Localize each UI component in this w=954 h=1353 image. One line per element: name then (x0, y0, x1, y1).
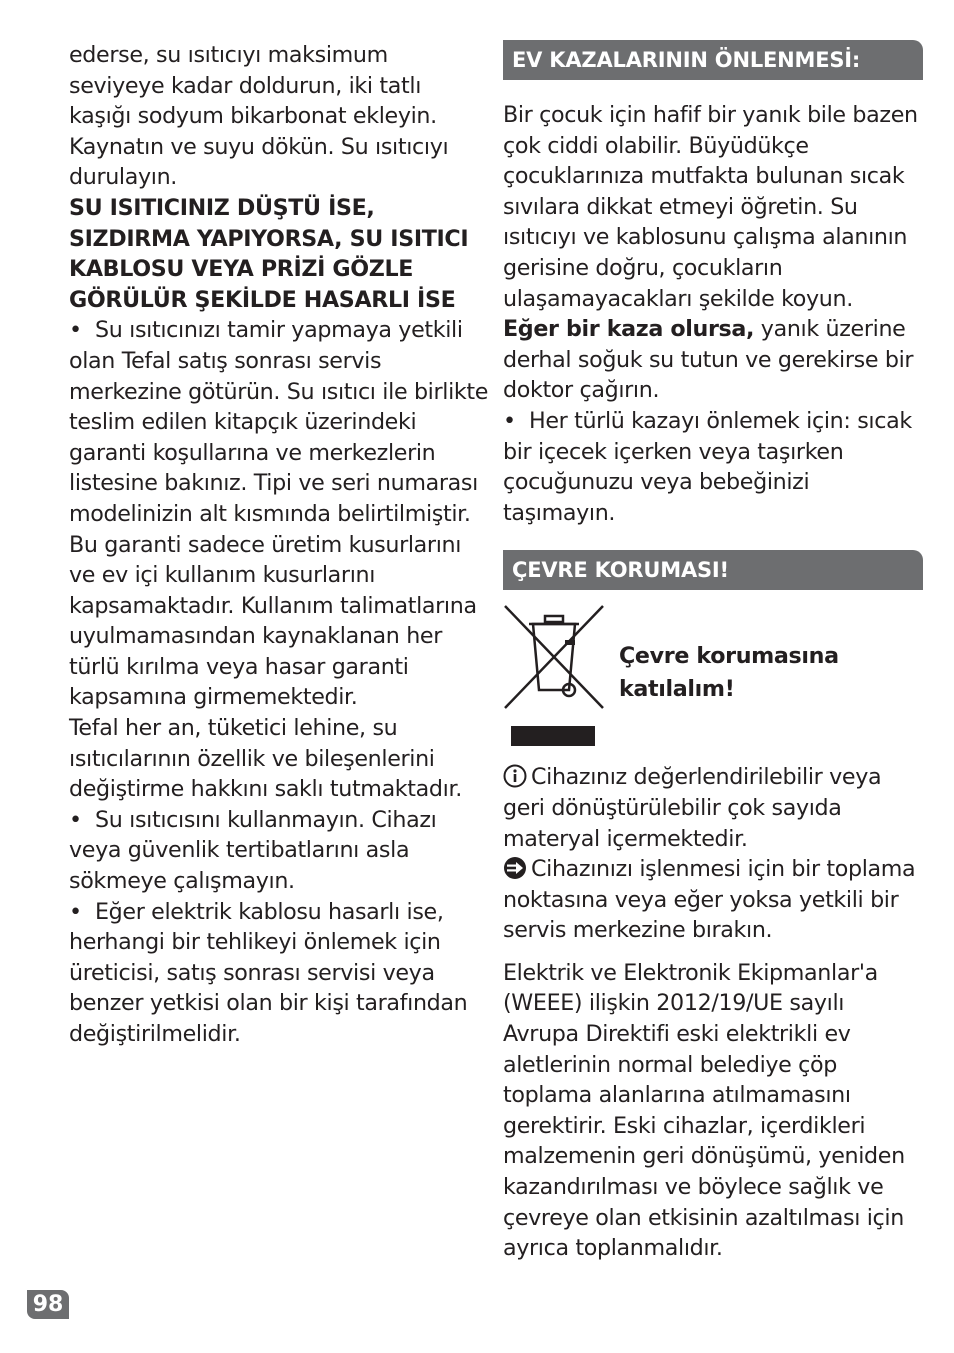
bullet-text: Su ısıtıcısını kullanmayın. Cihazı veya güvenlik tertibatlarını asla sökmeye çalışmayın. (69, 806, 437, 895)
info-paragraph (503, 762, 923, 854)
damage-heading: SU ISITICINIZ DÜŞTÜ İSE, SIZDIRMA YAPIYORSA, SU ISITICI KABLOSU VEYA PRİZİ GÖZLE GÖRÜLÜR ŞEKİLDE HASARLI İSE (69, 194, 469, 313)
bullet-item-repair (69, 315, 489, 713)
bullet-mark: • (69, 898, 82, 925)
right-column (503, 40, 923, 1264)
bullet-mark: • (69, 317, 82, 344)
section-header-environment: ÇEVRE KORUMASI! (503, 550, 923, 590)
bin-underline-bar (511, 726, 595, 746)
arrow-circle-icon (503, 856, 527, 880)
environment-slogan: Çevre korumasına katılalım! (619, 643, 839, 703)
crossed-out-wheelie-bin-icon (503, 604, 605, 710)
intro-paragraph: ederse, su ısıtıcıyı maksimum seviyeye kadar doldurun, iki tatlı kaşığı sodyum bikarbonat ekleyin. Kaynatın ve suyu dökün. Su ısıtıcıyı durulayın. (69, 42, 449, 191)
section-header-accidents: EV KAZALARININ ÖNLENMESİ: (503, 40, 923, 80)
bullet-item-accidents (503, 406, 923, 528)
left-column (69, 40, 489, 1050)
info-text: Cihazınız değerlendirilebilir veya geri dönüştürülebilir çok sayıda materyal içermektedir. (503, 764, 882, 852)
accident-paragraph (503, 314, 923, 406)
rights-paragraph: Tefal her an, tüketici lehine, su ısıtıcılarının özellik ve bileşenlerini değiştirme hakkını saklı tutmaktadır. (69, 715, 462, 803)
bullet-text: Su ısıtıcınızı tamir yapmaya yetkili olan Tefal satış sonrası servis merkezine götürün. Su ısıtıcı ile birlikte teslim edilen kitapçık üzerindeki garanti koşullarına ve merkezlerin listesine bakınız. Tipi ve seri numarası modelinizin alt kısmında belirtilmiştir. Bu garanti sadece üretim kusurlarını ve ev içi kullanım kusurlarını kapsamaktadır. Kullanım talimatlarına uyulmamasından kaynaklanan her türlü kırılma veya hasar garanti kapsamına girmemektedir. (69, 317, 489, 711)
bullet-text: Her türlü kazayı önlemek için: sıcak bir içecek içerken veya taşırken çocuğunuzu veya bebeğinizi taşımayın. (503, 407, 912, 526)
accident-lead: Eğer bir kaza olursa, (503, 316, 755, 343)
weee-paragraph: Elektrik ve Elektronik Ekipmanlar'a (WEEE) ilişkin 2012/19/UE sayılı Avrupa Direktifi eski elektrikli ev aletlerinin normal belediye çöp toplama alanlarına atılmamasını gerektirir. Eski cihazlar, içerdikleri malzemenin geri dönüşümü, yeniden kazandırılması ve böylece sağlık ve çevreye olan etkisinin azaltılması için ayrıca toplanmalıdır. (503, 959, 905, 1262)
bullet-mark: • (503, 407, 516, 434)
collection-paragraph (503, 854, 923, 946)
bullet-text: Eğer elektrik kablosu hasarlı ise, herhangi bir tehlikeyi önlemek için üreticisi, satış sonrası servisi veya benzer yetkisi olan bir kişi tarafından değiştirilmelidir. (69, 898, 468, 1047)
accident-text: yanık üzerine derhal soğuk su tutun ve gerekirse bir doktor çağırın. (503, 316, 914, 404)
page-number: 98 (27, 1290, 69, 1319)
environment-block (503, 600, 923, 762)
bullet-item-do-not-use (69, 805, 489, 897)
accidents-paragraph: Bir çocuk için hafif bir yanık bile bazen çok ciddi olabilir. Büyüdükçe çocuklarınıza mutfakta bulunan sıcak sıvılara dikkat etmeyi öğretin. Su ısıtıcıyı ve kablosunu çalışma alanının gerisine doğru, çocukların ulaşamayacakları şekilde koyun. (503, 102, 918, 312)
bullet-mark: • (69, 806, 82, 833)
info-circle-icon (503, 764, 527, 788)
bullet-item-cable (69, 897, 489, 1050)
collection-text: Cihazınızı işlenmesi için bir toplama noktasına veya eğer yoksa yetkili bir servis merkezine bırakın. (503, 856, 916, 944)
